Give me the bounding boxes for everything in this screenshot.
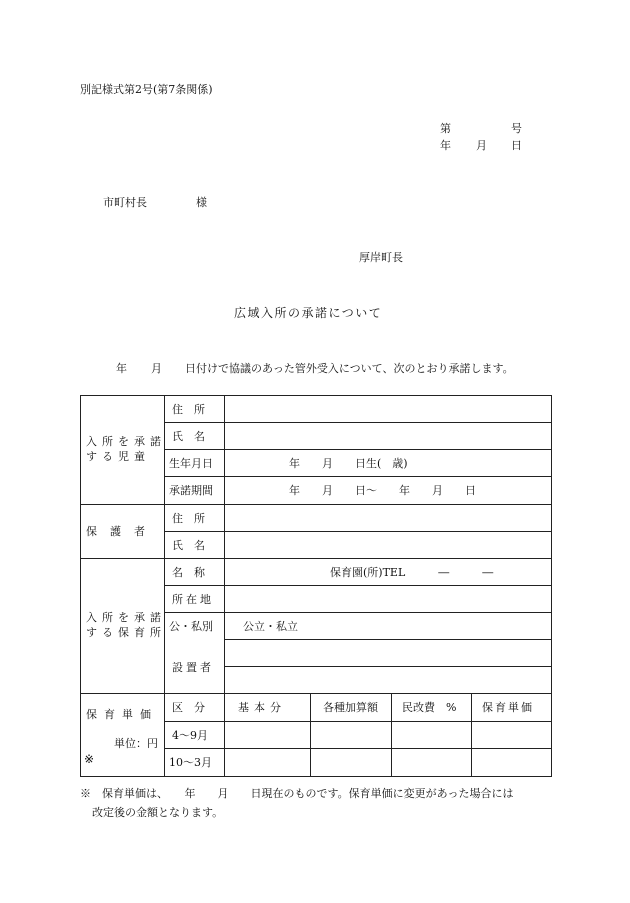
guardian-address-label: 住 所 [172,512,205,525]
facility-name-label: 名 称 [172,566,205,579]
child-name-label: 氏 名 [172,430,205,443]
facility-type-label: 公・私別 [169,620,213,633]
child-address-label: 住 所 [172,403,205,416]
document-number-prefix: 第 [440,122,451,135]
fee-col-additions: 各種加算額 [323,701,378,714]
body-month-label: 月 [151,362,162,375]
fee-col-unit-price: 保育単価 [482,701,534,714]
facility-name-value: 保育園(所)TEL ― ― [330,566,494,579]
facility-founder-label: 設置者 [172,661,214,674]
addressee-honorific: 様 [196,196,207,209]
fee-unit-label: 単位：円 [114,737,158,750]
date-month-label: 月 [476,139,487,152]
form-reference: 別記様式第2号(第7条関係) [80,83,213,96]
facility-section-label-1: 入所を承諾 [86,611,166,624]
child-birthdate-label: 生年月日 [169,457,213,470]
child-section-label-2: する児童 [86,450,150,463]
guardian-name-label: 氏 名 [172,539,205,552]
body-text: 日付けで協議のあった管外受入について、次のとおり承諾します。 [185,362,514,375]
approval-table [80,395,552,777]
approval-period-label: 承諾期間 [169,484,213,497]
facility-section-label-2: する保育所 [86,626,166,639]
date-day-label: 日 [511,139,522,152]
approval-period-value: 年 月 日～ 年 月 日 [289,484,476,497]
date-year-label: 年 [440,139,451,152]
footnote-line-1: ※ 保育単価は、 年 月 日現在のものです。保育単価に変更があった場合には [80,787,514,800]
child-section-label-1: 入所を承諾 [86,435,166,448]
sender-name: 厚岸町長 [359,251,403,264]
fee-col-minkai: 民改費 % [402,701,457,714]
facility-location-label: 所在地 [172,593,214,606]
addressee-name: 市町村長 [103,196,147,209]
facility-type-value: 公立・私立 [243,620,298,633]
footnote-line-2: 改定後の金額となります。 [92,806,224,819]
guardian-section-label: 保 護 者 [86,525,146,538]
fee-row-apr-sep: 4～9月 [172,729,208,742]
fee-note-mark: ※ [84,752,95,766]
body-year-label: 年 [116,362,127,375]
document-title: 広域入所の承諾について [234,306,383,320]
fee-col-kubun: 区 分 [172,701,205,714]
fee-row-oct-mar: 10～3月 [169,756,212,769]
fee-col-basic: 基本分 [238,701,286,714]
document-number-suffix: 号 [511,122,522,135]
child-birthdate-value: 年 月 日生( 歳) [289,457,408,470]
fee-section-label: 保育単価 [86,708,158,721]
